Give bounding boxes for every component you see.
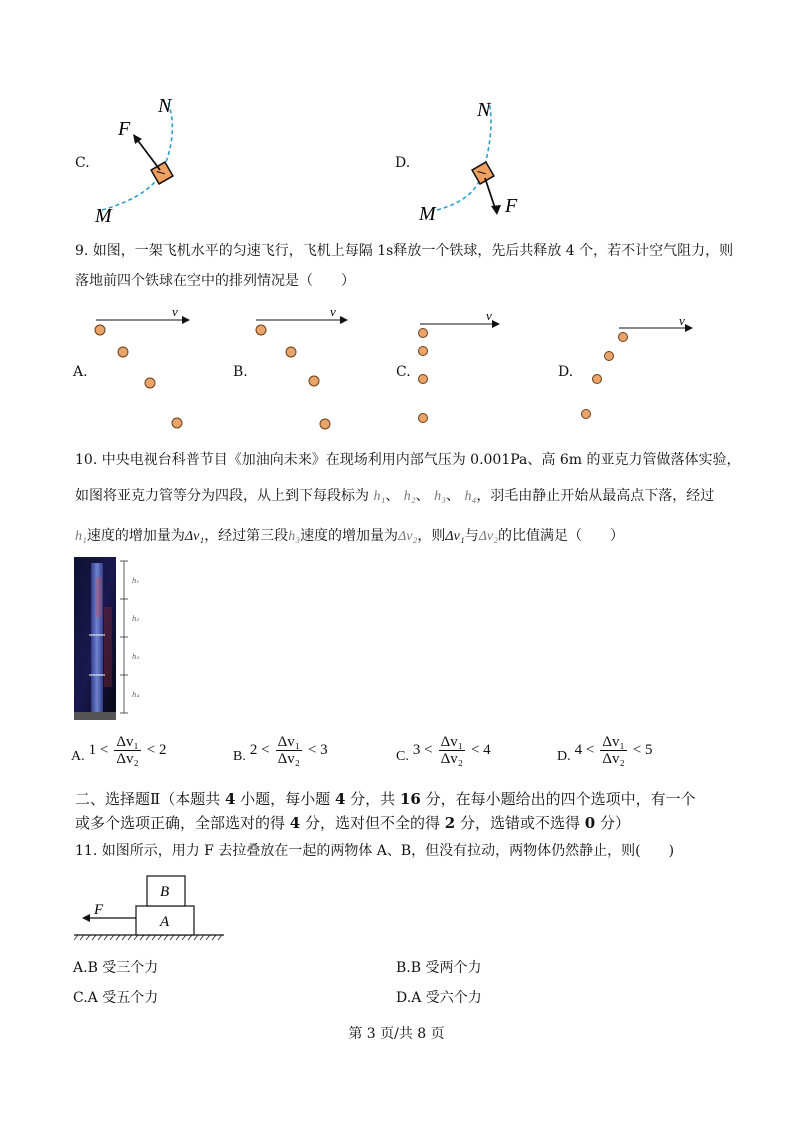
q9-option-a-letter: A.	[73, 364, 88, 380]
q9-option-d-letter: D.	[558, 364, 574, 380]
label-dv1: Δv₁	[184, 529, 205, 544]
q11-stem: 11. 如图所示，用力 F 去拉叠放在一起的两物体 A、B，但没有拉动，两物体仍然静止，则( )	[75, 843, 675, 859]
q10-stem-line2	[75, 486, 714, 507]
label-A: A	[160, 914, 170, 930]
option-letter: B.	[233, 749, 246, 764]
q10-option-c	[396, 733, 491, 767]
q9-stem-line1: 9. 如图，一架飞机水平的匀速飞行，飞机上每隔 1s释放一个铁球，先后共释放 4 个，若不计空气阻力，则	[75, 243, 734, 259]
q9-option-c-letter: C.	[396, 364, 411, 380]
q10-line3-text: ，则	[417, 528, 446, 544]
label-h4: h₄	[464, 489, 477, 504]
q9-stem-line2: 落地前四个铁球在空中的排列情况是（ ）	[75, 273, 355, 289]
q9-option-c-figure	[412, 308, 512, 433]
q8-option-c-letter: C.	[75, 155, 90, 171]
tube-label-h4: h₄	[132, 691, 140, 699]
q10-option-d	[557, 733, 652, 767]
label-N: N	[158, 95, 172, 117]
trajectory-curve	[102, 102, 172, 210]
ground-hatch	[74, 935, 222, 940]
force-arrow	[485, 178, 495, 208]
q8-option-c-figure	[90, 90, 200, 230]
q9-option-d-figure	[575, 312, 700, 427]
block-icon	[151, 162, 173, 184]
arrow-head-icon	[685, 324, 693, 332]
ball	[309, 376, 319, 386]
label-dv1: Δv₁	[445, 529, 465, 544]
ineq-low: 2 <	[249, 741, 270, 758]
label-F: F	[505, 195, 518, 217]
page-footer: 第 3 页/共 8 页	[348, 1026, 445, 1042]
option-letter: A.	[71, 749, 85, 764]
tube-label-h2: h₂	[132, 615, 140, 623]
ineq-low: 4 <	[574, 741, 595, 758]
ratio-fraction: $\frac{\text{Δv₁}}{\text{Δv₂}}$	[440, 733, 463, 767]
ratio-fraction: $\frac{\text{Δv₁}}{\text{Δv₂}}$	[602, 733, 625, 767]
label-v: v	[486, 308, 492, 323]
block-icon	[472, 162, 494, 184]
q9-option-b-figure	[252, 305, 357, 435]
q11-option-c: C.A 受五个力	[73, 990, 159, 1006]
section2-heading-line1: 二、选择题Ⅱ（本题共 4 小题，每小题 4 分，共 16 分，在每小题给出的四个选项中，有一个	[75, 790, 696, 808]
ineq-high: < 3	[307, 741, 328, 758]
q11-option-a: A.B 受三个力	[73, 960, 159, 976]
ball	[286, 347, 296, 357]
label-dv2: Δv₂	[398, 529, 418, 544]
ball	[256, 325, 266, 335]
arrow-head-icon	[491, 205, 501, 215]
label-v: v	[679, 313, 685, 328]
ratio-fraction: $\frac{\text{Δv₁}}{\text{Δv₂}}$	[277, 733, 300, 767]
q8-option-d-letter: D.	[395, 155, 411, 171]
arrow-head-icon	[133, 134, 142, 144]
label-M: M	[419, 203, 436, 225]
q8-option-d-figure	[415, 90, 535, 230]
q10-line3-text: ，经过第三段	[204, 528, 289, 544]
label-F: F	[94, 902, 104, 918]
ball	[593, 375, 602, 384]
label-v: v	[172, 305, 178, 319]
q9-option-a-figure	[90, 305, 195, 435]
ball	[95, 325, 105, 335]
q10-stem-line1: 10. 中央电视台科普节目《加油向未来》在现场利用内部气压为 0.001Pa、高 6m 的亚克力管做落体实验，	[75, 452, 741, 468]
label-h1: h₁	[75, 529, 87, 544]
q9-option-b-letter: B.	[233, 364, 248, 380]
q10-line3-tail: 的比值满足（ ）	[498, 528, 624, 544]
label-h3: h₃	[288, 529, 301, 544]
label-M: M	[95, 205, 112, 227]
ineq-low: 1 <	[88, 741, 109, 758]
label-h3: h₃	[434, 489, 446, 504]
q10-option-a	[71, 733, 166, 767]
q10-stem-line3	[75, 526, 624, 547]
q10-option-b	[233, 733, 328, 767]
base	[74, 712, 116, 720]
ball	[419, 375, 428, 384]
ratio-fraction: $\frac{\text{Δv₁}}{\text{Δv₂}}$	[116, 733, 139, 767]
label-v: v	[330, 305, 336, 319]
ball	[419, 329, 428, 338]
ball	[605, 352, 614, 361]
ball	[419, 414, 428, 423]
q11-figure	[74, 870, 229, 942]
ball	[419, 347, 428, 356]
label-h1: h₁	[373, 489, 386, 504]
label-h2: h₂	[403, 489, 416, 504]
tube-label-h3: h₃	[132, 653, 140, 661]
q10-line3-text: 与	[464, 528, 479, 544]
ineq-low: 3 <	[412, 741, 433, 758]
ball	[320, 419, 330, 429]
arrow-head-icon	[492, 320, 500, 328]
section2-heading-line2: 或多个选项正确，全部选对的得 4 分，选对但不全的得 2 分，选错或不选得 0 分）	[75, 814, 630, 832]
q10-line2-tail: ，羽毛由静止开始从最高点下落，经过	[476, 488, 715, 504]
separator: 、	[445, 488, 460, 504]
arrow-head-icon	[182, 316, 190, 324]
ball	[118, 347, 128, 357]
q10-line3-text: 速度的增加量为	[300, 528, 399, 544]
ball	[145, 378, 155, 388]
label-F: F	[118, 118, 131, 140]
force-arrow	[136, 138, 160, 170]
ball	[172, 418, 182, 428]
arrow-head-icon	[340, 316, 348, 324]
glow	[96, 577, 102, 617]
separator: 、	[385, 488, 400, 504]
label-dv2: Δv₂	[478, 529, 498, 544]
label-B: B	[160, 884, 170, 900]
ball	[619, 333, 628, 342]
q10-line2-text: 如图将亚克力管等分为四段，从上到下每段标为	[75, 488, 369, 504]
ineq-high: < 4	[470, 741, 491, 758]
q10-tube-figure	[74, 557, 154, 722]
q10-line3-text: 速度的增加量为	[86, 528, 185, 544]
arrow-head-icon	[82, 914, 90, 922]
q11-option-b: B.B 受两个力	[396, 960, 482, 976]
glow	[104, 607, 112, 687]
label-N: N	[477, 99, 491, 121]
option-letter: C.	[396, 749, 409, 764]
tube-label-h1: h₁	[132, 577, 140, 585]
ineq-high: < 2	[146, 741, 167, 758]
ineq-high: < 5	[632, 741, 653, 758]
option-letter: D.	[557, 749, 571, 764]
q11-option-d: D.A 受六个力	[396, 990, 482, 1006]
separator: 、	[415, 488, 430, 504]
ball	[582, 410, 591, 419]
